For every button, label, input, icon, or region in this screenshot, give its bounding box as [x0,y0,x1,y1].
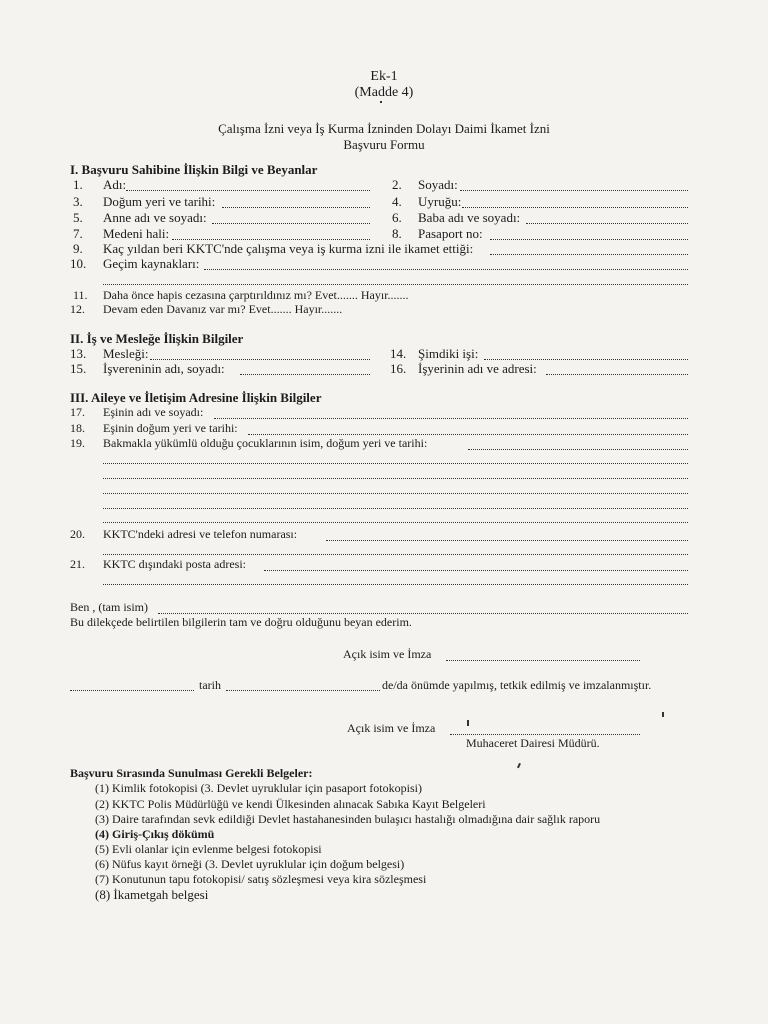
field-label-mother-name: Anne adı ve soyadı: [103,210,207,225]
field-number: 3. [73,194,83,209]
field-label-marital-status: Medeni hali: [103,226,170,241]
document-item: (2) KKTC Polis Müdürlüğü ve kendi Ülkesinden alınacak Sabıka Kayıt Belgeleri [95,797,486,811]
section-1-heading: I. Başvuru Sahibine İlişkin Bilgi ve Beyanlar [70,162,318,177]
field-line-name[interactable] [126,190,370,191]
field-label-trnc-address-phone: KKTC'ndeki adresi ve telefon numarası: [103,527,298,541]
field-number: 11. [73,288,88,302]
field-label-name: Adı: [103,177,127,192]
field-line-nationality[interactable] [462,207,688,208]
field-line-marital-status[interactable] [172,239,370,240]
field-line-children-4[interactable] [103,493,688,494]
field-number: 16. [390,361,407,376]
document-item: (4) Giriş-Çıkış dökümü [95,827,215,841]
field-label-foreign-postal-address: KKTC dışındaki posta adresi: [103,557,246,571]
field-line-father-name[interactable] [526,223,688,224]
field-line-trnc-address-phone-2[interactable] [103,554,688,555]
section-3-heading: III. Aileye ve İletişim Adresine İlişkin Bilgiler [70,390,322,405]
field-number: 5. [73,210,83,225]
field-label-current-job: Şimdiki işi: [418,346,479,361]
field-number: 9. [73,241,83,256]
document-item: (5) Evli olanlar için evlenme belgesi fotokopisi [95,842,322,856]
examination-statement: de/da önümde yapılmış, tetkik edilmiş ve imzalanmıştır. [382,678,652,692]
field-line-date[interactable] [226,690,380,691]
field-number: 15. [70,361,87,376]
field-line-income-sources[interactable] [204,269,688,270]
field-number: 4. [392,194,402,209]
field-line-current-job[interactable] [484,359,688,360]
document-item: (8) İkametgah belgesi [95,887,209,902]
field-number: 13. [70,346,87,361]
director-title: Muhaceret Dairesi Müdürü. [466,736,600,750]
field-line-mother-name[interactable] [212,223,370,224]
field-label-residence-years: Kaç yıldan beri KKTC'nde çalışma veya iş kurma izni ile ikamet ettiği: [103,241,474,256]
field-label-nationality: Uyruğu: [418,194,462,209]
field-line-trnc-address-phone[interactable] [326,540,688,541]
field-number: 14. [390,346,407,361]
field-number: 6. [392,210,402,225]
field-line-director-signature[interactable] [450,734,640,735]
field-number: 2. [392,177,402,192]
field-label-workplace-address: İşyerinin adı ve adresi: [418,361,537,376]
field-number: 18. [70,421,85,435]
field-label-spouse-birth: Eşinin doğum yeri ve tarihi: [103,421,238,435]
required-documents-heading: Başvuru Sırasında Sunulması Gerekli Belgeler: [70,766,313,780]
field-line-children-5[interactable] [103,508,688,509]
field-line-residence-years[interactable] [490,254,688,255]
question-prison-sentence: Daha önce hapis cezasına çarptırıldınız mı? Evet....... Hayır....... [103,288,409,302]
field-line-spouse-birth[interactable] [248,434,688,435]
document-item: (3) Daire tarafından sevk edildiği Devlet hastahanesinden bulaşıcı hastalığı olmadığına dair sağlık raporu [95,812,601,826]
field-line-passport-no[interactable] [490,239,688,240]
field-line-employer-name[interactable] [240,374,370,375]
field-number: 20. [70,527,85,541]
field-line-income-sources-2[interactable] [103,284,688,285]
field-line-full-name[interactable] [158,613,688,614]
field-label-father-name: Baba adı ve soyadı: [418,210,521,225]
field-number: 8. [392,226,402,241]
annex-label: Ek-1 [370,69,398,84]
document-item: (1) Kimlik fotokopisi (3. Devlet uyruklular için pasaport fotokopisi) [95,781,422,795]
date-label: tarih [199,678,221,692]
question-ongoing-case: Devam eden Davanız var mı? Evet....... Hayır....... [103,302,343,316]
field-number: 1. [73,177,83,192]
field-line-surname[interactable] [460,190,688,191]
form-title: Çalışma İzni veya İş Kurma İzninden Dolayı Daimi İkamet İzni [218,121,550,136]
document-item: (6) Nüfus kayıt örneği (3. Devlet uyruklular için doğum belgesi) [95,857,405,871]
field-label-birthplace-date: Doğum yeri ve tarihi: [103,194,216,209]
scan-mark [467,720,469,726]
field-number: 21. [70,557,85,571]
field-number: 12. [70,302,85,316]
field-line-foreign-postal-address[interactable] [264,570,688,571]
form-subtitle: Başvuru Formu [343,137,425,152]
field-line-profession[interactable] [150,359,370,360]
field-line-children-3[interactable] [103,478,688,479]
scan-mark [380,101,382,103]
field-line-spouse-name[interactable] [214,418,688,419]
field-line-birthplace-date[interactable] [222,207,370,208]
field-number: 19. [70,436,85,450]
field-label-profession: Mesleği: [103,346,149,361]
field-label-surname: Soyadı: [418,177,458,192]
field-line-workplace-address[interactable] [546,374,688,375]
field-line-applicant-signature[interactable] [446,660,640,661]
document-item: (7) Konutunun tapu fotokopisi/ satış sözleşmesi veya kira sözleşmesi [95,872,427,886]
scan-mark [517,763,520,768]
field-label-passport-no: Pasaport no: [418,226,483,241]
field-number: 10. [70,256,87,271]
field-number: 17. [70,405,85,419]
field-label-spouse-name: Eşinin adı ve soyadı: [103,405,204,419]
article-label: (Madde 4) [354,85,414,100]
field-line-foreign-postal-address-2[interactable] [103,584,688,585]
field-number: 7. [73,226,83,241]
declaration-statement: Bu dilekçede belirtilen bilgilerin tam ve doğru olduğunu beyan ederim. [70,615,412,629]
director-signature-label: Açık isim ve İmza [347,721,436,735]
field-line-children[interactable] [468,449,688,450]
field-label-income-sources: Geçim kaynakları: [103,256,200,271]
scan-mark [662,712,664,717]
field-label-children: Bakmakla yükümlü olduğu çocuklarının isim, doğum yeri ve tarihi: [103,436,428,450]
field-label-employer-name: İşvereninin adı, soyadı: [103,361,225,376]
field-line-place[interactable] [70,690,194,691]
field-line-children-6[interactable] [103,522,688,523]
field-line-children-2[interactable] [103,463,688,464]
applicant-signature-label: Açık isim ve İmza [343,647,432,661]
section-2-heading: II. İş ve Mesleğe İlişkin Bilgiler [70,331,244,346]
declaration-full-name-label: Ben , (tam isim) [70,600,148,614]
